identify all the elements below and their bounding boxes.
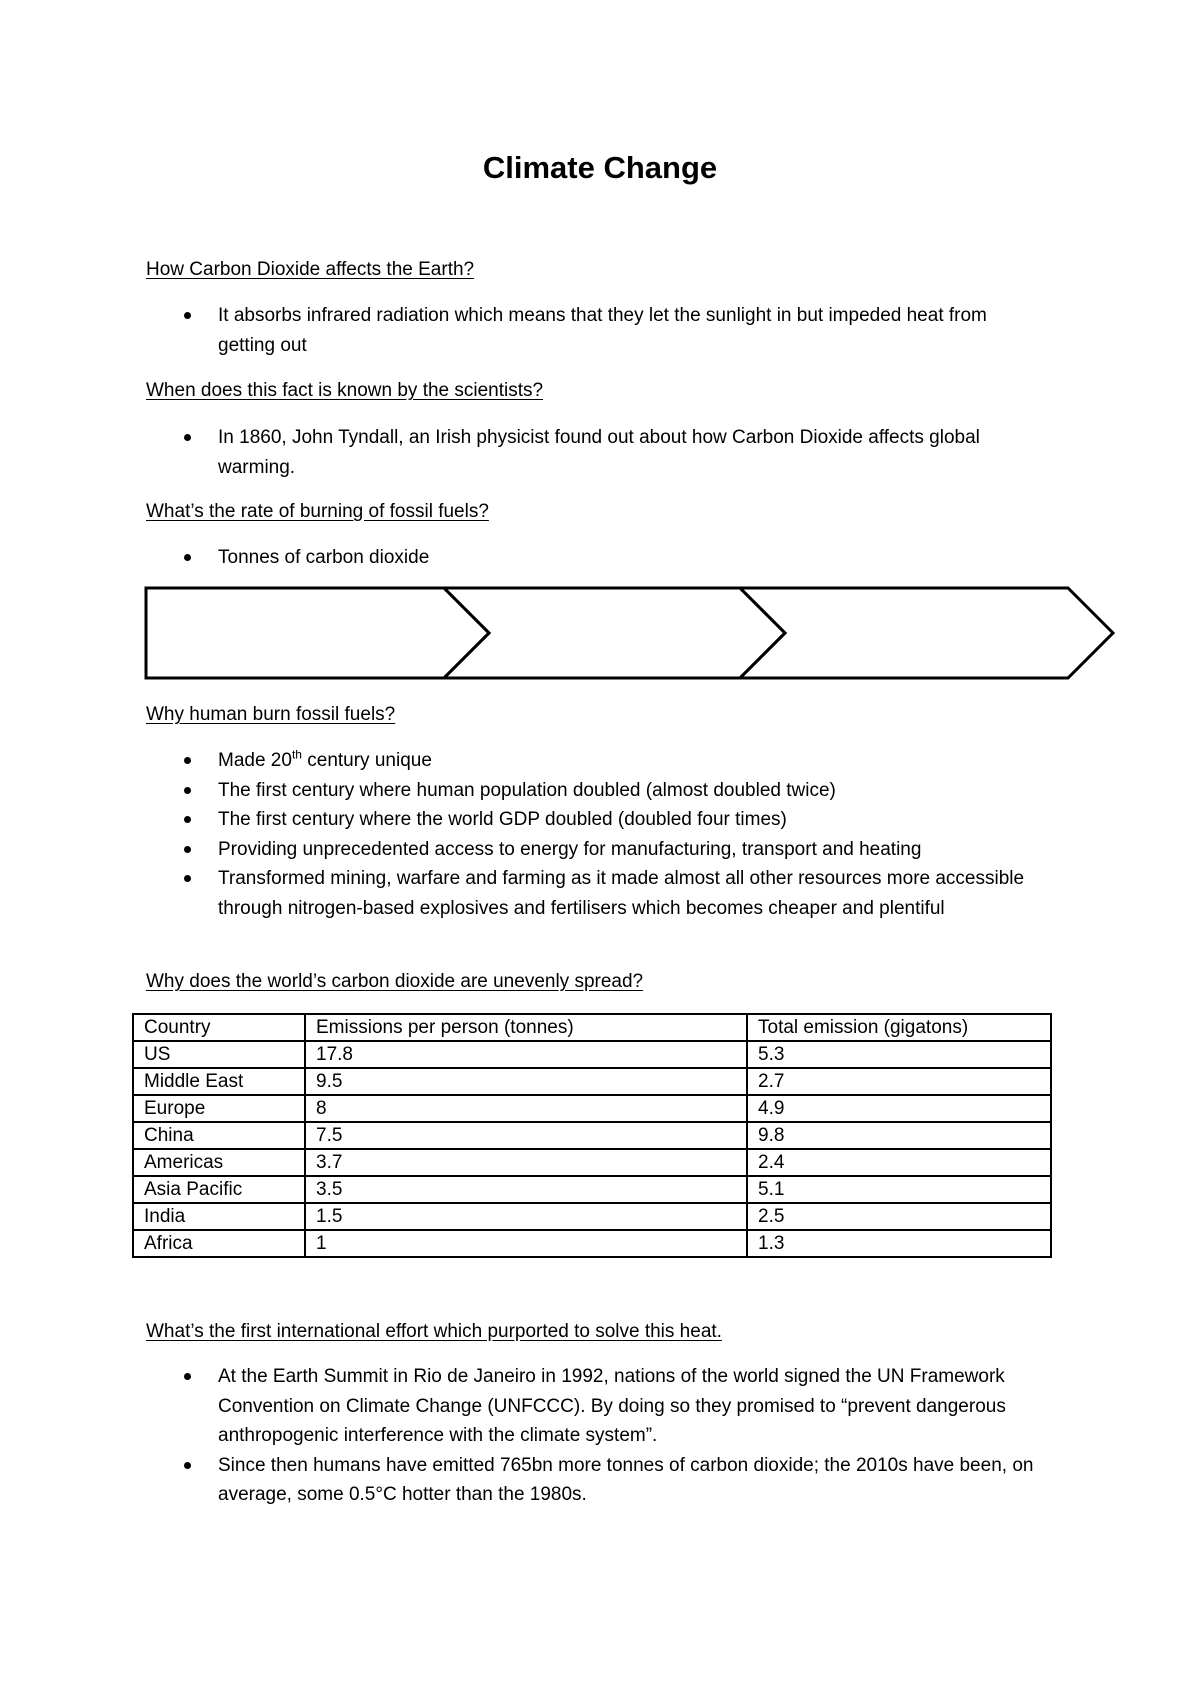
table-cell: Europe	[133, 1095, 305, 1122]
table-cell: 2.4	[747, 1149, 1051, 1176]
question-heading-first-effort: What’s the first international effort which purported to solve this heat.	[146, 1321, 722, 1342]
question-heading-uneven-spread: Why does the world’s carbon dioxide are unevenly spread?	[146, 971, 644, 992]
table-cell: US	[133, 1041, 305, 1068]
table-cell: 1.3	[747, 1230, 1051, 1257]
question-heading-co2-effect: How Carbon Dioxide affects the Earth?	[146, 259, 475, 280]
table-cell: India	[133, 1203, 305, 1230]
list-item: At the Earth Summit in Rio de Janeiro in 1992, nations of the world signed the UN Framework Convention on Climate Change (UNFCCC). By doing so they promised to “prevent dangerous anthropogenic interference with the climate system”.	[146, 1362, 1046, 1451]
table-row	[133, 1203, 1051, 1230]
table-cell: 8	[305, 1095, 747, 1122]
table-cell: 1	[305, 1230, 747, 1257]
emissions-table	[132, 1013, 1052, 1258]
table-cell: 2.7	[747, 1068, 1051, 1095]
table-cell: 9.8	[747, 1122, 1051, 1149]
table-cell: 2.5	[747, 1203, 1051, 1230]
table-row	[133, 1041, 1051, 1068]
page-title: Climate Change	[482, 150, 718, 185]
list-item: In 1860, John Tyndall, an Irish physicist found out about how Carbon Dioxide affects global warming.	[146, 423, 1046, 482]
table-cell: 9.5	[305, 1068, 747, 1095]
table-cell: 4.9	[747, 1095, 1051, 1122]
list-item: Since then humans have emitted 765bn more tonnes of carbon dioxide; the 2010s have been, on average, some 0.5°C hotter than the 1980s.	[146, 1451, 1046, 1510]
table-header-cell: Total emission (gigatons)	[747, 1014, 1051, 1041]
table-cell: 3.5	[305, 1176, 747, 1203]
question-heading-when-known: When does this fact is known by the scientists?	[146, 380, 544, 401]
table-cell: Asia Pacific	[133, 1176, 305, 1203]
list-item: The first century where the world GDP doubled (doubled four times)	[146, 805, 1046, 835]
table-row	[133, 1149, 1051, 1176]
chevron-shape-1	[146, 588, 489, 678]
table-cell: Africa	[133, 1230, 305, 1257]
list-item: It absorbs infrared radiation which means that they let the sunlight in but impeded heat from getting out	[146, 301, 1046, 360]
question-heading-why-burn: Why human burn fossil fuels?	[146, 704, 396, 725]
bullet-list-when-known	[146, 423, 1046, 482]
table-row	[133, 1230, 1051, 1257]
table-header-cell: Emissions per person (tonnes)	[305, 1014, 747, 1041]
bullet-list-burn-rate	[146, 543, 1046, 573]
table-cell: China	[133, 1122, 305, 1149]
list-item: Made 20th century unique	[146, 746, 1046, 776]
table-row	[133, 1122, 1051, 1149]
table-row	[133, 1095, 1051, 1122]
chevron-shape-2	[444, 588, 785, 678]
table-header-row	[133, 1014, 1051, 1041]
list-item: Tonnes of carbon dioxide	[146, 543, 1046, 573]
table-row	[133, 1068, 1051, 1095]
table-cell: 5.1	[747, 1176, 1051, 1203]
bullet-list-first-effort	[146, 1362, 1046, 1510]
table-cell: 5.3	[747, 1041, 1051, 1068]
question-heading-burn-rate: What’s the rate of burning of fossil fuels?	[146, 501, 489, 522]
bullet-list-why-burn	[146, 746, 1046, 923]
table-cell: Middle East	[133, 1068, 305, 1095]
list-item: Providing unprecedented access to energy for manufacturing, transport and heating	[146, 835, 1046, 865]
table-cell: 1.5	[305, 1203, 747, 1230]
chevron-process-diagram	[144, 586, 1116, 682]
table-header-cell: Country	[133, 1014, 305, 1041]
list-item: Transformed mining, warfare and farming as it made almost all other resources more accessible through nitrogen-based explosives and fertilisers which becomes cheaper and plentiful	[146, 864, 1046, 923]
chevron-shape-3	[740, 588, 1113, 678]
table-cell: 17.8	[305, 1041, 747, 1068]
table-row	[133, 1176, 1051, 1203]
table-cell: 7.5	[305, 1122, 747, 1149]
table-cell: Americas	[133, 1149, 305, 1176]
list-item: The first century where human population doubled (almost doubled twice)	[146, 776, 1046, 806]
table-cell: 3.7	[305, 1149, 747, 1176]
bullet-list-co2-effect	[146, 301, 1046, 360]
